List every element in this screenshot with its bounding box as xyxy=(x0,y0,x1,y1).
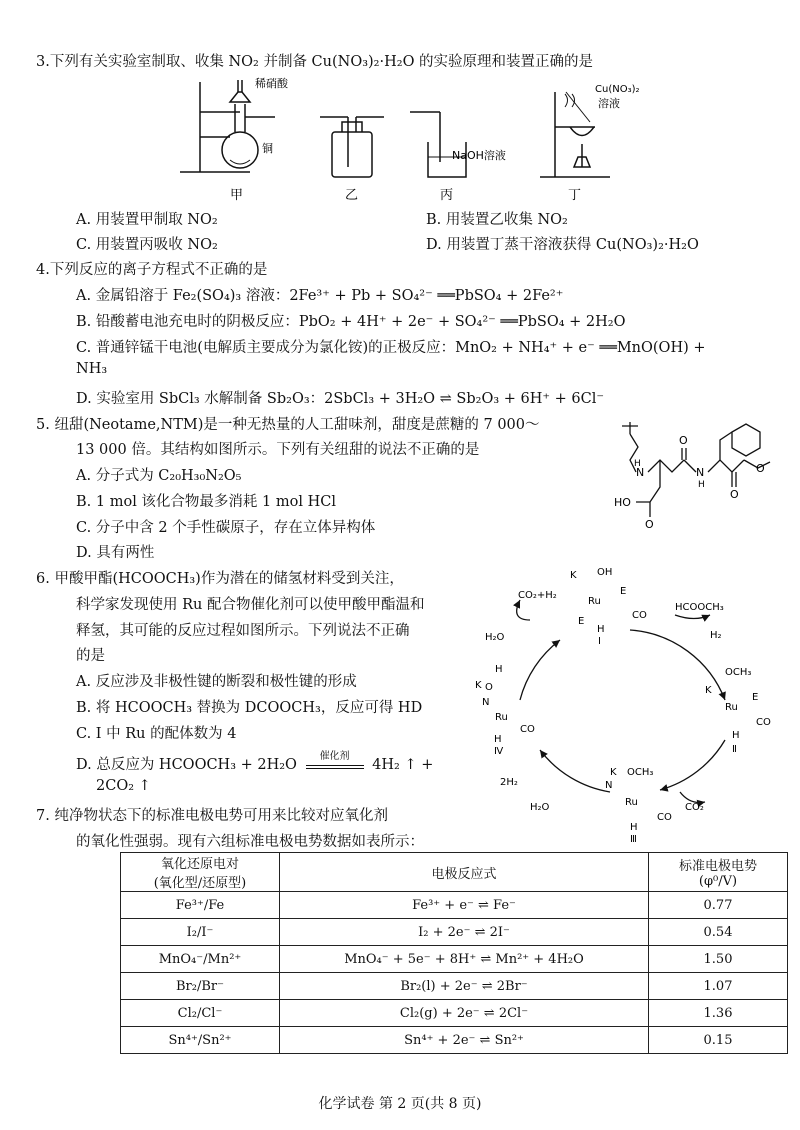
q4-option-c-cont: NH₃ xyxy=(76,361,108,377)
q6-option-d xyxy=(76,753,433,774)
svg-text:CO: CO xyxy=(657,812,672,823)
neotame-n1: N xyxy=(636,466,645,479)
table-row: MnO₄⁻/Mn²⁺ MnO₄⁻ + 5e⁻ + 8H⁺ ⇌ Mn²⁺ + 4H₂O 1.50 xyxy=(121,946,788,973)
label-h2-out: H₂ xyxy=(710,630,722,641)
fig-name-ding: 丁 xyxy=(568,188,582,202)
svg-text:N: N xyxy=(605,780,613,791)
svg-text:Ⅳ: Ⅳ xyxy=(494,746,504,757)
svg-text:E: E xyxy=(578,616,585,627)
fig-name-yi: 乙 xyxy=(345,188,359,202)
q5-option-c: C. 分子中含 2 个手性碳原子，存在立体异构体 xyxy=(76,520,376,536)
label-naoh: NaOH溶液 xyxy=(452,149,506,162)
table-header-row xyxy=(121,853,788,892)
q5-option-b: B. 1 mol 该化合物最多消耗 1 mol HCl xyxy=(76,494,336,510)
neotame-n2: N xyxy=(696,466,705,479)
neotame-ho: HO xyxy=(614,496,631,509)
neotame-structure xyxy=(600,412,790,530)
q5-option-d: D. 具有两性 xyxy=(76,545,155,561)
svg-text:H: H xyxy=(597,624,605,635)
q6-stem-4: 的是 xyxy=(76,648,105,664)
q7-stem-1: 7. 纯净物状态下的标准电极电势可用来比较对应氧化剂 xyxy=(36,808,388,824)
svg-text:Ⅱ: Ⅱ xyxy=(732,744,737,755)
svg-text:Ru: Ru xyxy=(495,712,508,723)
svg-text:OCH₃: OCH₃ xyxy=(725,667,752,678)
electrode-potential-table xyxy=(120,852,788,1054)
page-footer: 化学试卷 第 2 页(共 8 页) xyxy=(318,1096,482,1112)
apparatus-yi xyxy=(320,117,384,177)
q3-apparatus-figure xyxy=(170,72,770,202)
svg-text:K: K xyxy=(610,767,617,778)
svg-text:K: K xyxy=(705,685,712,696)
q6-option-d-pre: D. 总反应为 HCOOCH₃ + 2H₂O xyxy=(76,757,297,773)
label-h2o-out: H₂O xyxy=(530,802,550,813)
q6-option-c: C. Ⅰ 中 Ru 的配体数为 4 xyxy=(76,726,237,742)
svg-text:OH: OH xyxy=(597,567,613,578)
label-co2-out: CO₂ xyxy=(685,802,704,813)
neotame-h2: H xyxy=(698,480,705,490)
label-cu-no3: Cu(NO₃)₂ xyxy=(595,84,640,95)
q7-stem-2: 的氧化性强弱。现有六组标准电极电势数据如表所示： xyxy=(76,834,424,850)
catalyst-arrow xyxy=(306,751,364,769)
svg-text:Ru: Ru xyxy=(625,797,638,808)
label-co2-h2: CO₂+H₂ xyxy=(518,590,557,601)
complex-III xyxy=(605,767,672,845)
q4-option-a: A. 金属铅溶于 Fe₂(SO₄)₃ 溶液：2Fe³⁺ + Pb + SO₄²⁻ ══PbSO₄ + 2Fe²⁺ xyxy=(76,288,564,304)
svg-text:H: H xyxy=(495,664,503,675)
fig-name-bing: 丙 xyxy=(440,188,454,202)
apparatus-bing xyxy=(410,112,466,177)
svg-text:O: O xyxy=(485,682,493,693)
svg-text:CO: CO xyxy=(632,610,647,621)
svg-text:CO: CO xyxy=(520,724,535,735)
complex-I xyxy=(570,567,647,647)
neotame-h1: H xyxy=(634,459,641,469)
q3-option-d: D. 用装置丁蒸干溶液获得 Cu(NO₃)₂·H₂O xyxy=(426,237,699,253)
header-pair: 氧化还原电对 (氧化型/还原型) xyxy=(121,853,280,892)
table-row: Fe³⁺/Fe Fe³⁺ + e⁻ ⇌ Fe⁻ 0.77 xyxy=(121,892,788,919)
svg-text:H: H xyxy=(732,730,740,741)
label-solution: 溶液 xyxy=(598,97,620,110)
q5-stem-2: 13 000 倍。其结构如图所示。下列有关纽甜的说法不正确的是 xyxy=(76,442,480,458)
label-2h2: 2H₂ xyxy=(500,777,518,788)
q5-stem-1: 5. 纽甜(Neotame,NTM)是一种无热量的人工甜味剂，甜度是蔗糖的 7 000～ xyxy=(36,417,540,433)
svg-text:OCH₃: OCH₃ xyxy=(627,767,654,778)
q6-option-b: B. 将 HCOOCH₃ 替换为 DCOOCH₃，反应可得 HD xyxy=(76,700,423,716)
q6-stem-1: 6. 甲酸甲酯(HCOOCH₃)作为潜在的储氢材料受到关注， xyxy=(36,571,404,587)
q4-stem: 4.下列反应的离子方程式不正确的是 xyxy=(36,262,268,278)
table-row: Cl₂/Cl⁻ Cl₂(g) + 2e⁻ ⇌ 2Cl⁻ 1.36 xyxy=(121,1000,788,1027)
label-h2o-in: H₂O xyxy=(485,632,505,643)
q6-option-d-post: 4H₂ ↑ + xyxy=(372,757,434,773)
q3-stem: 3.下列有关实验室制取、收集 NO₂ 并制备 Cu(NO₃)₂·H₂O 的实验原理和装置正确的是 xyxy=(36,54,594,70)
label-dilute-hno3: 稀硝酸 xyxy=(255,77,288,90)
neotame-o3: O xyxy=(756,462,765,475)
q3-option-a: A. 用装置甲制取 NO₂ xyxy=(76,212,218,228)
label-hcooch3: HCOOCH₃ xyxy=(675,602,724,613)
q6-stem-2: 科学家发现使用 Ru 配合物催化剂可以使甲酸甲酯温和 xyxy=(76,597,425,613)
q3-option-b: B. 用装置乙收集 NO₂ xyxy=(426,212,568,228)
svg-text:E: E xyxy=(620,586,627,597)
svg-text:N: N xyxy=(482,697,490,708)
q3-option-c: C. 用装置丙吸收 NO₂ xyxy=(76,237,218,253)
svg-text:K: K xyxy=(570,570,577,581)
svg-text:E: E xyxy=(752,692,759,703)
svg-text:CO: CO xyxy=(756,717,771,728)
q4-option-d: D. 实验室用 SbCl₃ 水解制备 Sb₂O₃：2SbCl₃ + 3H₂O ⇌ Sb₂O₃ + 6H⁺ + 6Cl⁻ xyxy=(76,391,605,407)
fig-name-jia: 甲 xyxy=(230,188,244,202)
catalytic-cycle-figure xyxy=(470,560,795,845)
q5-option-a: A. 分子式为 C₂₀H₃₀N₂O₅ xyxy=(76,468,242,484)
header-reaction: 电极反应式 xyxy=(280,853,649,892)
svg-text:H: H xyxy=(630,822,638,833)
label-copper: 铜 xyxy=(262,142,273,155)
table-row: Sn⁴⁺/Sn²⁺ Sn⁴⁺ + 2e⁻ ⇌ Sn²⁺ 0.15 xyxy=(121,1027,788,1054)
table-row: I₂/I⁻ I₂ + 2e⁻ ⇌ 2I⁻ 0.54 xyxy=(121,919,788,946)
q6-option-a: A. 反应涉及非极性键的断裂和极性键的形成 xyxy=(76,674,357,690)
neotame-o4: O xyxy=(645,518,654,530)
svg-text:H: H xyxy=(494,734,502,745)
svg-text:Ru: Ru xyxy=(725,702,738,713)
neotame-o2: O xyxy=(730,488,739,501)
q6-option-d-cont: 2CO₂ ↑ xyxy=(96,778,151,794)
q4-option-b: B. 铅酸蓄电池充电时的阴极反应：PbO₂ + 4H⁺ + 2e⁻ + SO₄²⁻ ══PbSO₄ + 2H₂O xyxy=(76,314,626,330)
neotame-o1: O xyxy=(679,434,688,447)
apparatus-jia xyxy=(180,80,275,172)
svg-text:K: K xyxy=(475,680,482,691)
svg-text:Ru: Ru xyxy=(588,596,601,607)
table-row: Br₂/Br⁻ Br₂(l) + 2e⁻ ⇌ 2Br⁻ 1.07 xyxy=(121,973,788,1000)
header-potential: 标准电极电势 (φ⁰/V) xyxy=(649,853,788,892)
svg-text:Ⅲ: Ⅲ xyxy=(630,834,637,845)
svg-text:Ⅰ: Ⅰ xyxy=(598,636,601,647)
q4-option-c: C. 普通锌锰干电池(电解质主要成分为氯化铵)的正极反应：MnO₂ + NH₄⁺ + e⁻ ══MnO(OH) + xyxy=(76,340,706,356)
catalyst-label: 催化剂 xyxy=(319,751,350,762)
q6-stem-3: 释氢，其可能的反应过程如图所示。下列说法不正确 xyxy=(76,623,410,639)
complex-IV xyxy=(475,664,535,757)
